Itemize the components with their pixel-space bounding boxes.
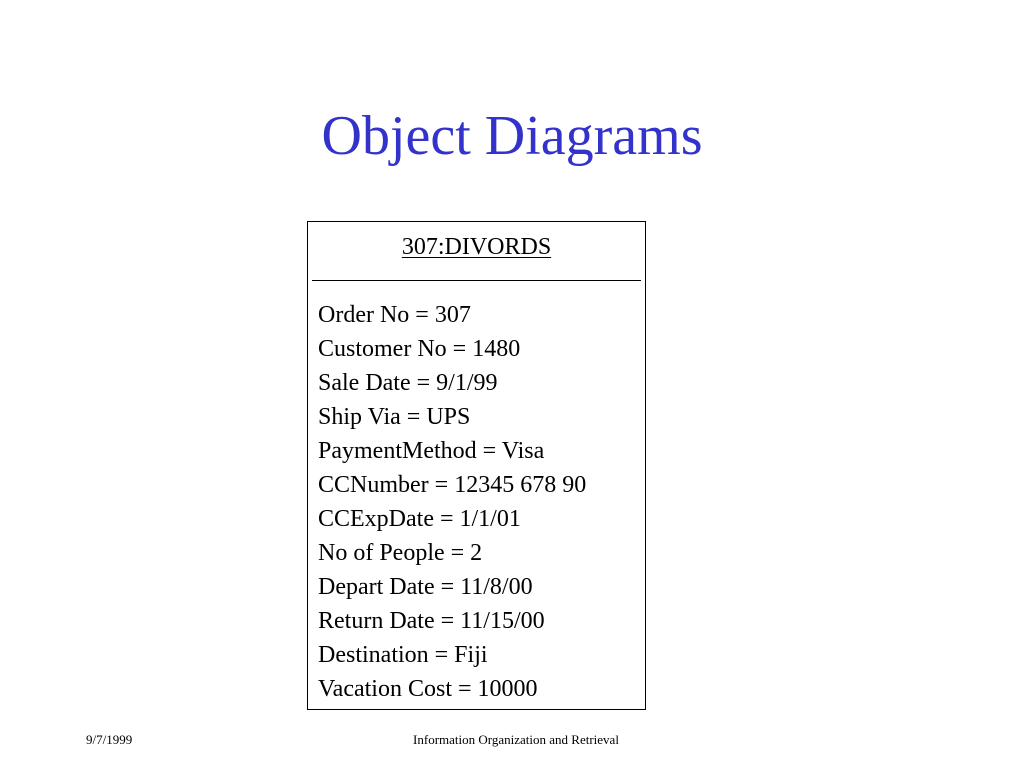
footer-date: 9/7/1999	[86, 732, 133, 747]
attribute-ship-via: Ship Via = UPS	[318, 404, 471, 430]
slide-title: Object Diagrams	[321, 105, 703, 167]
compartment-divider	[312, 280, 641, 281]
object-name	[307, 232, 646, 262]
attribute-cc-exp-date: CCExpDate = 1/1/01	[318, 506, 521, 532]
attribute-order-no: Order No = 307	[318, 302, 471, 328]
attribute-vacation-cost: Vacation Cost = 10000	[318, 676, 538, 702]
attribute-customer-no: Customer No = 1480	[318, 336, 521, 362]
attribute-list	[318, 298, 586, 706]
attribute-destination: Destination = Fiji	[318, 642, 488, 668]
attribute-sale-date: Sale Date = 9/1/99	[318, 370, 498, 396]
attribute-payment-method: PaymentMethod = Visa	[318, 438, 545, 464]
attribute-return-date: Return Date = 11/15/00	[318, 608, 545, 634]
object-name-label: 307:DIVORDS	[401, 234, 552, 260]
attribute-no-of-people: No of People = 2	[318, 540, 483, 566]
attribute-cc-number: CCNumber = 12345 678 90	[318, 472, 587, 498]
footer-title: Information Organization and Retrieval	[413, 732, 619, 747]
attribute-depart-date: Depart Date = 11/8/00	[318, 574, 533, 600]
